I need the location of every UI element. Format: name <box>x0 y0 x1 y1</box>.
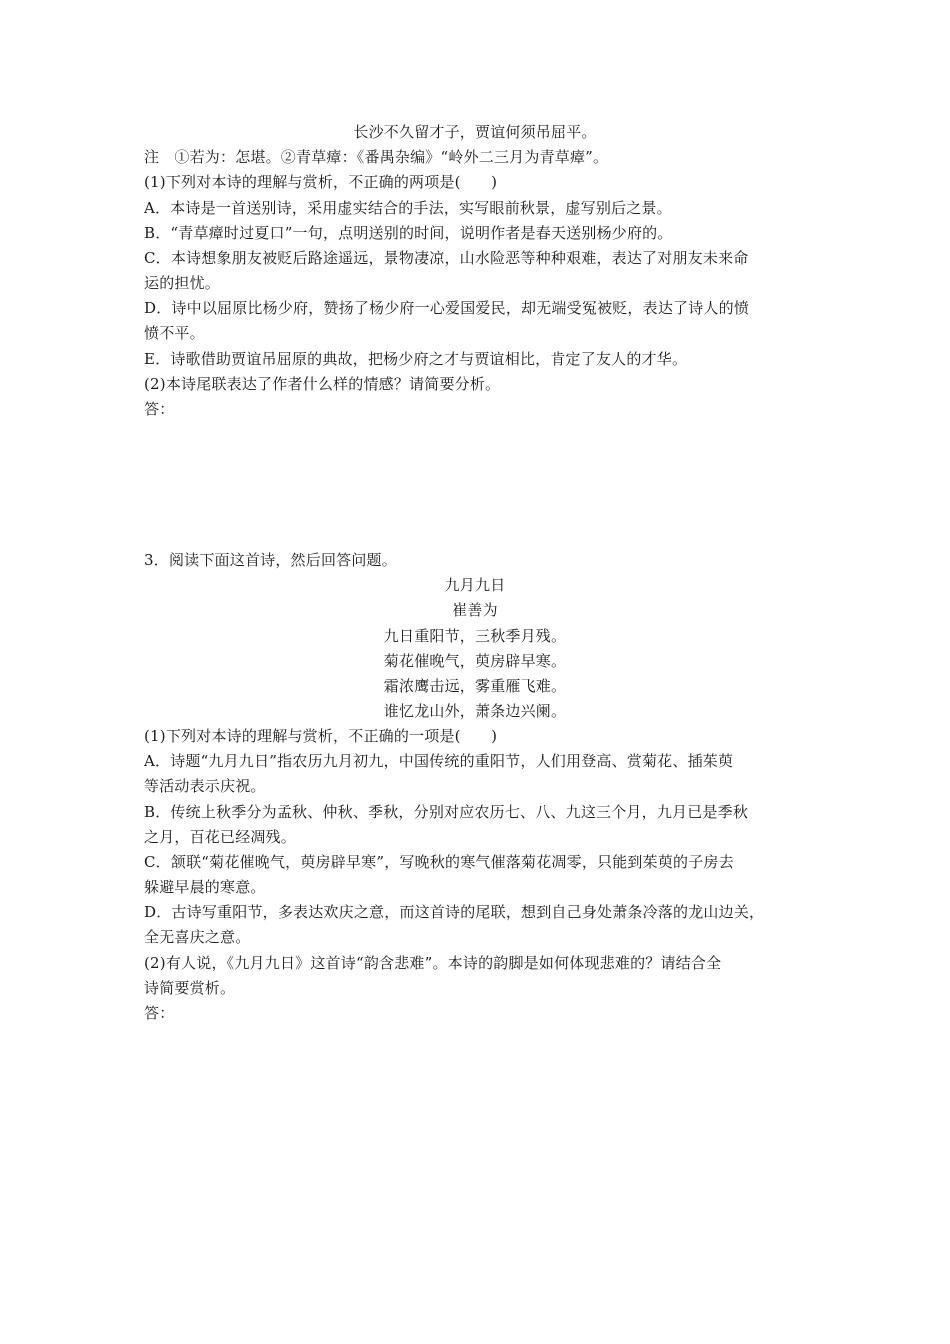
poem-author: 崔善为 <box>452 601 498 619</box>
answer-label: 答： <box>144 400 175 418</box>
option-b-line-2: 之月，百花已经凋残。 <box>144 828 297 846</box>
poem-note: 注 ①若为：怎堪。②青草瘴：《番禺杂编》“岭外二三月为青草瘴”。 <box>144 148 609 166</box>
question-3-intro: 3．阅读下面这首诗，然后回答问题。 <box>144 551 397 569</box>
option-d-line-2: 全无喜庆之意。 <box>144 928 251 946</box>
option-b-line-1: B．传统上秋季分为孟秋、仲秋、季秋，分别对应农历七、八、九这三个月，九月已是季秋 <box>144 803 749 821</box>
question-2-stem-line-1: (2)有人说，《九月九日》这首诗“韵含悲难”。本诗的韵脚是如何体现悲难的？请结合全 <box>144 954 722 972</box>
option-c-line-1: C．本诗想象朋友被贬后路途遥远，景物凄凉，山水险恶等种种艰难，表达了对朋友未来命 <box>144 249 749 267</box>
poem-line: 霜浓鹰击远，雾重雁飞难。 <box>383 677 567 695</box>
option-d-line-1: D．诗中以屈原比杨少府，赞扬了杨少府一心爱国爱民，却无端受冤被贬，表达了诗人的愤 <box>144 299 750 317</box>
poem-closing-line: 长沙不久留才子，贾谊何须吊屈平。 <box>353 123 597 141</box>
option-c-line-1: C．颔联“菊花催晚气，萸房辟早寒”，写晚秋的寒气催落菊花凋零，只能到茱萸的子房去 <box>144 853 734 871</box>
option-e: E．诗歌借助贾谊吊屈原的典故，把杨少府之才与贾谊相比，肯定了友人的才华。 <box>144 350 688 368</box>
option-c-line-2: 运的担忧。 <box>144 274 221 292</box>
option-c-line-2: 躲避早晨的寒意。 <box>144 878 266 896</box>
option-d-line-1: D．古诗写重阳节，多表达欢庆之意，而这首诗的尾联，想到自己身处萧条冷落的龙山边关， <box>144 903 765 921</box>
option-b: B．“青草瘴时过夏口”一句，点明送别的时间，说明作者是春天送别杨少府的。 <box>144 224 673 242</box>
poem-line: 谁忆龙山外，萧条边兴阑。 <box>383 702 567 720</box>
option-d-line-2: 愤不平。 <box>144 324 205 342</box>
option-a-line-1: A．诗题“九月九日”指农历九月初九，中国传统的重阳节，人们用登高、赏菊花、插茱萸 <box>144 752 734 770</box>
poem-line: 九日重阳节，三秋季月残。 <box>383 627 567 645</box>
option-a-line-2: 等活动表示庆祝。 <box>144 777 266 795</box>
question-2-stem-line-2: 诗简要赏析。 <box>144 979 236 997</box>
poem-title: 九月九日 <box>444 576 506 594</box>
option-a: A．本诗是一首送别诗，采用虚实结合的手法，实写眼前秋景，虚写别后之景。 <box>144 199 672 217</box>
question-1-stem: (1)下列对本诗的理解与赏析，不正确的一项是( ) <box>144 727 498 745</box>
answer-label: 答： <box>144 1004 175 1022</box>
question-1-stem: (1)下列对本诗的理解与赏析，不正确的两项是( ) <box>144 173 498 191</box>
question-2-stem: (2)本诗尾联表达了作者什么样的情感？请简要分析。 <box>144 375 501 393</box>
poem-line: 菊花催晚气，萸房辟早寒。 <box>383 652 567 670</box>
